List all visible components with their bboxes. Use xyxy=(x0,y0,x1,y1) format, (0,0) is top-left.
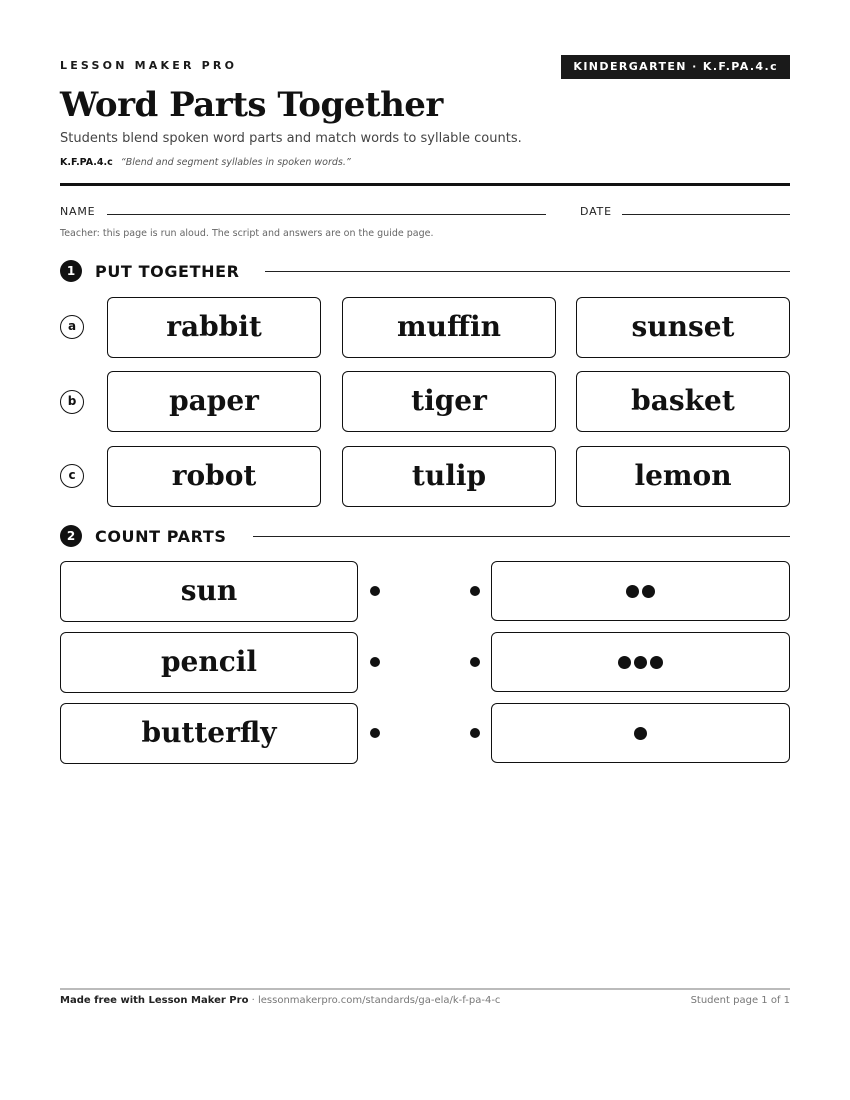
word-connector-dot[interactable] xyxy=(370,586,380,596)
match-word-card[interactable]: butterfly xyxy=(60,703,358,764)
footer-page-number: Student page 1 of 1 xyxy=(690,995,790,1006)
teacher-note: Teacher: this page is run aloud. The script and answers are on the guide page. xyxy=(60,228,434,239)
word-connector-dot[interactable] xyxy=(370,728,380,738)
syllable-dots xyxy=(626,585,655,598)
count-connector-dot[interactable] xyxy=(470,657,480,667)
standard-reference xyxy=(60,157,351,168)
word-card[interactable]: paper xyxy=(107,371,321,432)
brand-name: LESSON MAKER PRO xyxy=(60,59,238,72)
footer-divider xyxy=(60,988,790,990)
syllable-dot xyxy=(650,656,663,669)
date-field-line[interactable] xyxy=(622,214,790,215)
count-connector-dot[interactable] xyxy=(470,586,480,596)
standard-code: K.F.PA.4.c xyxy=(60,157,113,168)
word-card[interactable]: muffin xyxy=(342,297,556,358)
syllable-dot xyxy=(626,585,639,598)
count-connector-dot[interactable] xyxy=(470,728,480,738)
syllable-dots xyxy=(634,727,647,740)
footer-url[interactable]: lessonmakerpro.com/standards/ga-ela/k-f-pa-4-c xyxy=(257,995,501,1006)
match-word-card[interactable]: pencil xyxy=(60,632,358,693)
word-card[interactable]: tiger xyxy=(342,371,556,432)
word-card[interactable]: basket xyxy=(576,371,790,432)
section-number-badge: 1 xyxy=(60,260,82,282)
name-field-line[interactable] xyxy=(107,214,546,215)
grade-badge: KINDERGARTEN · K.F.PA.4.c xyxy=(561,55,790,79)
syllable-count-card[interactable] xyxy=(491,703,790,763)
row-letter-c: c xyxy=(60,464,84,488)
section-number-badge: 2 xyxy=(60,525,82,547)
word-card[interactable]: lemon xyxy=(576,446,790,507)
section-rule xyxy=(265,271,790,272)
word-card[interactable]: robot xyxy=(107,446,321,507)
syllable-dot xyxy=(634,727,647,740)
word-card[interactable]: sunset xyxy=(576,297,790,358)
footer-credit xyxy=(60,995,500,1006)
syllable-dot xyxy=(634,656,647,669)
footer-separator: · xyxy=(248,995,258,1006)
page-title: Word Parts Together xyxy=(60,85,443,125)
syllable-count-card[interactable] xyxy=(491,561,790,621)
word-card[interactable]: rabbit xyxy=(107,297,321,358)
syllable-dots xyxy=(618,656,663,669)
section-count-parts-header xyxy=(60,525,790,547)
page-subtitle: Students blend spoken word parts and match words to syllable counts. xyxy=(60,131,522,146)
worksheet-page xyxy=(60,0,790,1100)
syllable-count-card[interactable] xyxy=(491,632,790,692)
section-put-together-header xyxy=(60,260,790,282)
row-letter-b: b xyxy=(60,390,84,414)
name-label: NAME xyxy=(60,205,96,218)
syllable-dot xyxy=(642,585,655,598)
section-title: COUNT PARTS xyxy=(95,527,227,546)
syllable-dot xyxy=(618,656,631,669)
section-title: PUT TOGETHER xyxy=(95,262,240,281)
section-rule xyxy=(253,536,790,537)
header-divider xyxy=(60,183,790,186)
footer-made-with: Made free with Lesson Maker Pro xyxy=(60,995,249,1006)
match-word-card[interactable]: sun xyxy=(60,561,358,622)
date-label: DATE xyxy=(580,205,612,218)
row-letter-a: a xyxy=(60,315,84,339)
word-card[interactable]: tulip xyxy=(342,446,556,507)
word-connector-dot[interactable] xyxy=(370,657,380,667)
standard-quote: “Blend and segment syllables in spoken words.” xyxy=(120,157,351,168)
